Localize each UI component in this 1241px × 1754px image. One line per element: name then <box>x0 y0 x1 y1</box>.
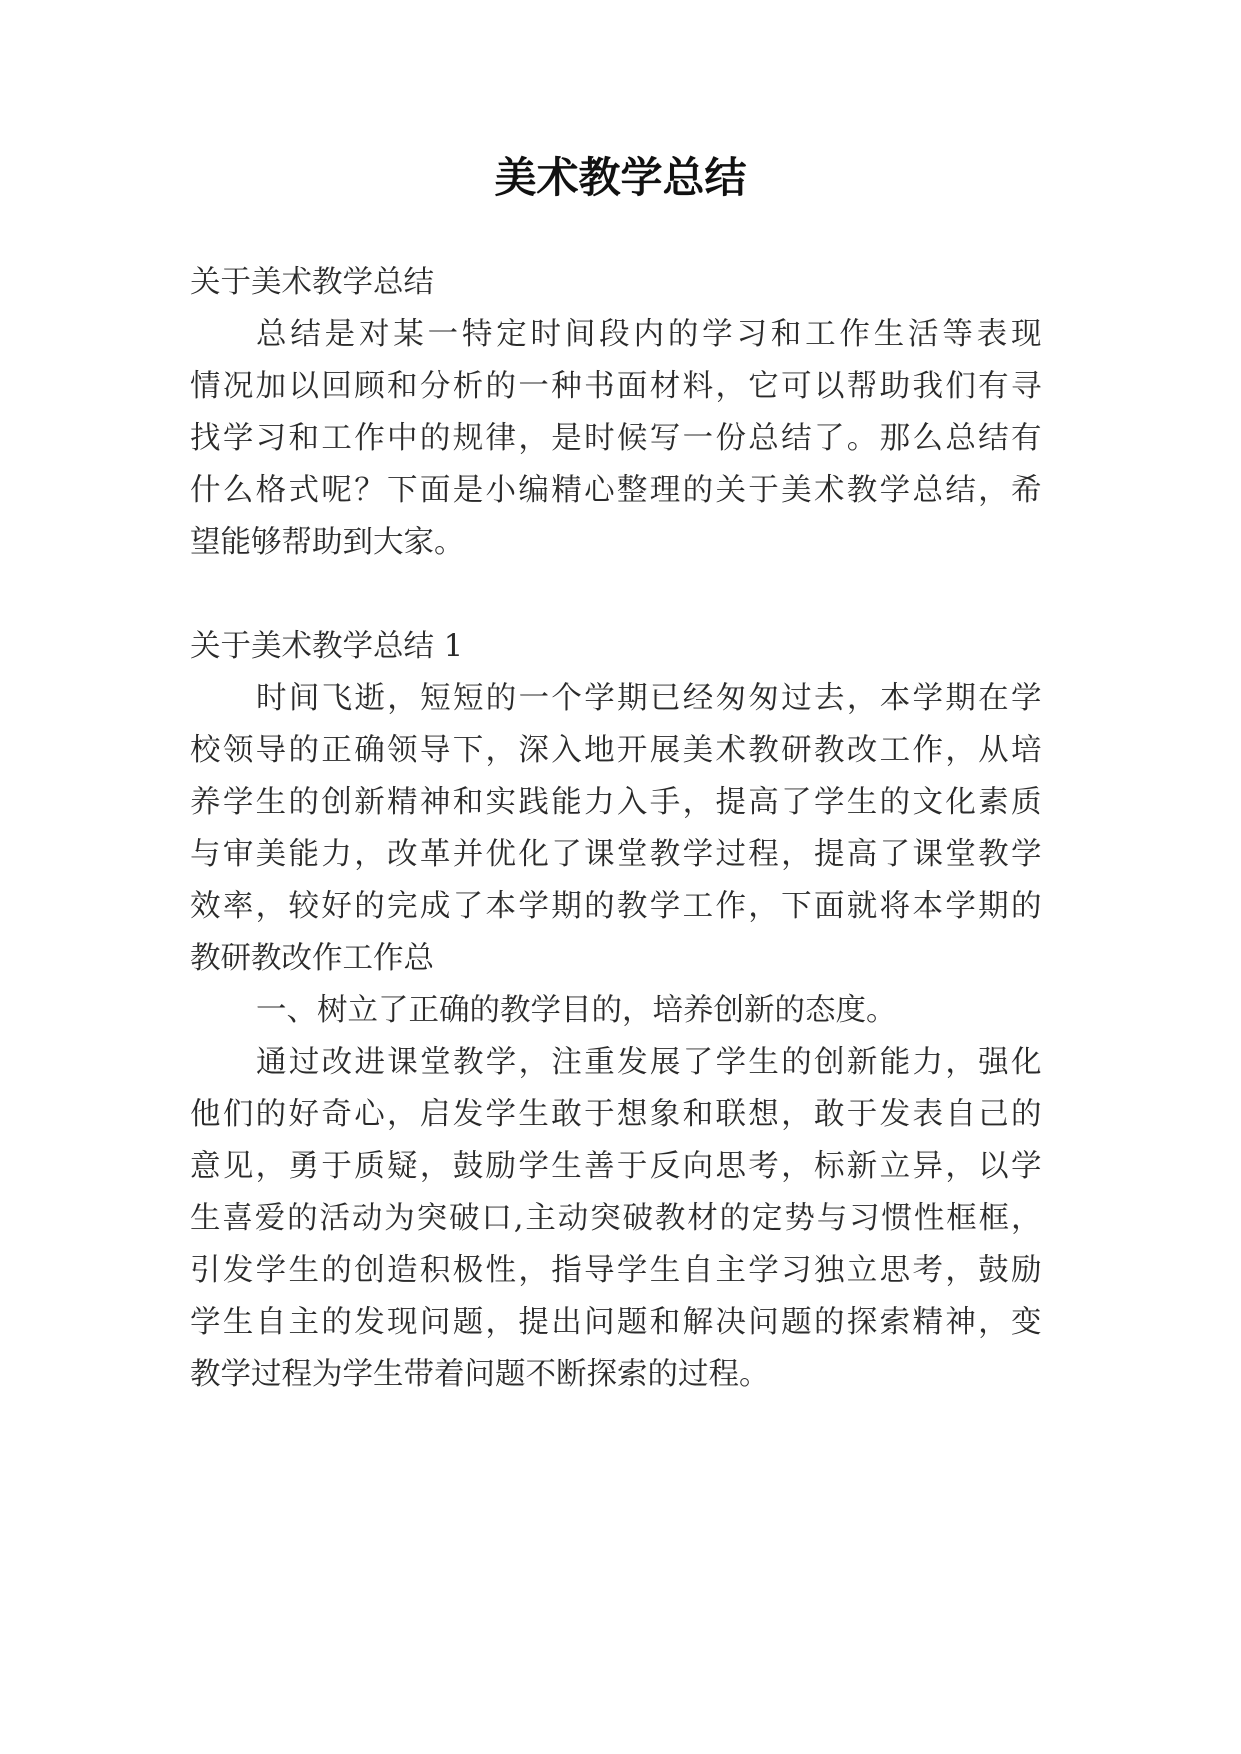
paragraph-line: 引发学生的创造积极性，指导学生自主学习独立思考，鼓励 <box>190 1253 1042 1288</box>
document-title: 美术教学总结 <box>494 153 747 202</box>
paragraph-line: 效率，较好的完成了本学期的教学工作，下面就将本学期的 <box>190 889 1042 924</box>
paragraph-line: 他们的好奇心，启发学生敢于想象和联想，敢于发表自己的 <box>190 1097 1042 1132</box>
paragraph-line: 校领导的正确领导下，深入地开展美术教研教改工作，从培 <box>190 733 1042 768</box>
paragraph-line: 时间飞逝，短短的一个学期已经匆匆过去，本学期在学 <box>256 681 1042 716</box>
paragraph-line: 教学过程为学生带着问题不断探索的过程。 <box>190 1357 770 1392</box>
paragraph-line: 通过改进课堂教学，注重发展了学生的创新能力，强化 <box>256 1045 1042 1080</box>
paragraph-line: 生喜爱的活动为突破口,主动突破教材的定势与习惯性框框， <box>190 1201 1042 1236</box>
intro-heading: 关于美术教学总结 <box>190 265 434 300</box>
paragraph-line: 与审美能力，改革并优化了课堂教学过程，提高了课堂教学 <box>190 837 1042 872</box>
intro-line: 找学习和工作中的规律，是时候写一份总结了。那么总结有 <box>190 421 1042 456</box>
intro-line: 总结是对某一特定时间段内的学习和工作生活等表现 <box>256 317 1042 352</box>
paragraph-line: 教研教改作工作总 <box>190 941 434 976</box>
paragraph-line: 养学生的创新精神和实践能力入手，提高了学生的文化素质 <box>190 785 1042 820</box>
numbered-point: 一、树立了正确的教学目的，培养创新的态度。 <box>256 993 897 1028</box>
intro-line: 什么格式呢？下面是小编精心整理的关于美术教学总结，希 <box>190 473 1042 508</box>
intro-line: 望能够帮助到大家。 <box>190 525 465 560</box>
paragraph-line: 意见，勇于质疑，鼓励学生善于反向思考，标新立异，以学 <box>190 1149 1042 1184</box>
section-heading: 关于美术教学总结 1 <box>190 629 464 664</box>
intro-line: 情况加以回顾和分析的一种书面材料，它可以帮助我们有寻 <box>190 369 1042 404</box>
paragraph-line: 学生自主的发现问题，提出问题和解决问题的探索精神，变 <box>190 1305 1042 1340</box>
